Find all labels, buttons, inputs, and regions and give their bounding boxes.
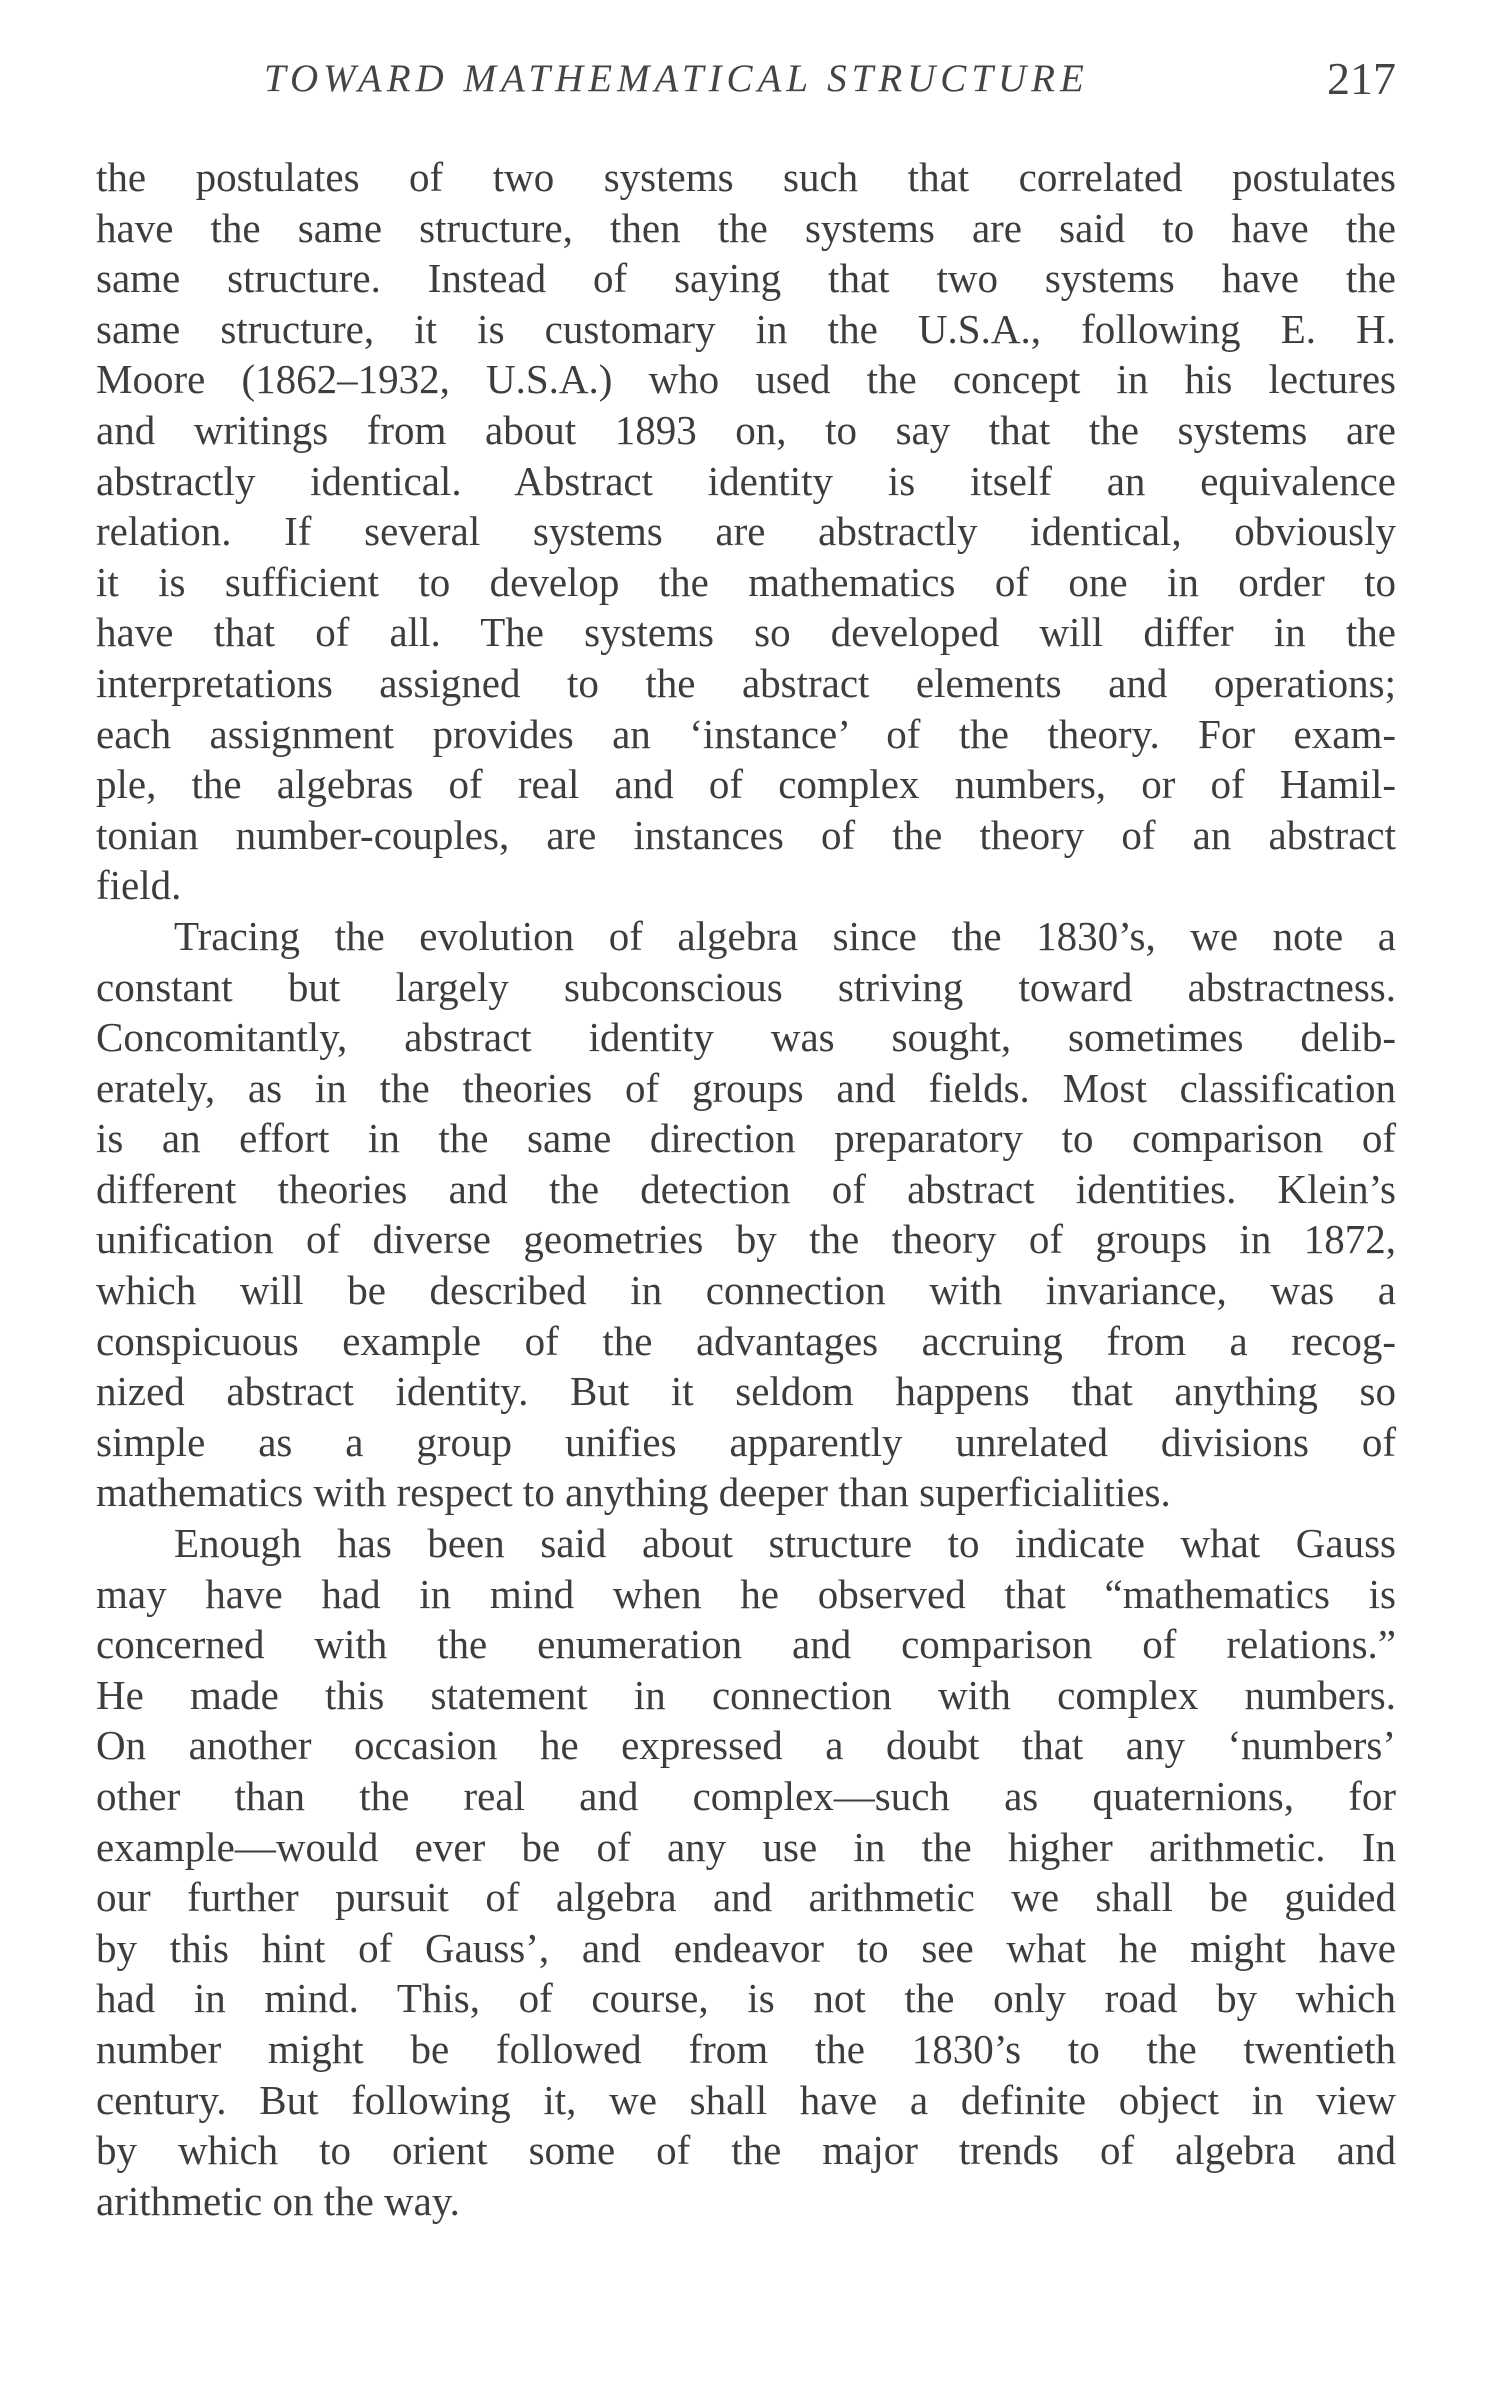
text-line: by this hint of Gauss’, and endeavor to see what he might have: [96, 1924, 1396, 1971]
page-number: 217: [1327, 53, 1396, 104]
running-head: [96, 53, 1396, 116]
text-line: concerned with the enumeration and comparison of relations.”: [96, 1621, 1396, 1668]
text-line: Enough has been said about structure to indicate what Gauss: [174, 1520, 1396, 1567]
text-line: each assignment provides an ‘instance’ of the theory. For exam-: [96, 710, 1396, 757]
text-line: century. But following it, we shall have a definite object in view: [96, 2076, 1396, 2123]
text-line: it is sufficient to develop the mathematics of one in order to: [96, 558, 1396, 605]
text-line: tonian number-couples, are instances of the theory of an abstract: [96, 811, 1396, 858]
text-line: had in mind. This, of course, is not the only road by which: [96, 1975, 1396, 2022]
text-line: nized abstract identity. But it seldom happens that anything so: [96, 1368, 1396, 1415]
text-line: have the same structure, then the systems are said to have the: [96, 204, 1396, 251]
text-line: interpretations assigned to the abstract elements and operations;: [96, 659, 1396, 706]
paragraph: [96, 1518, 1396, 2226]
text-line: may have had in mind when he observed that “mathematics is: [96, 1570, 1396, 1617]
text-line: arithmetic on the way.: [96, 2177, 460, 2224]
text-line: Tracing the evolution of algebra since the 1830’s, we note a: [174, 912, 1396, 959]
text-line: which will be described in connection with invariance, was a: [96, 1267, 1396, 1314]
text-line: simple as a group unifies apparently unrelated divisions of: [96, 1418, 1396, 1465]
paragraph: [96, 911, 1396, 1518]
text-line: the postulates of two systems such that correlated postulates: [96, 154, 1396, 200]
text-line: our further pursuit of algebra and arithmetic we shall be guided: [96, 1874, 1396, 1921]
text-line: example—would ever be of any use in the higher arithmetic. In: [96, 1823, 1396, 1870]
text-line: erately, as in the theories of groups and fields. Most classification: [96, 1064, 1396, 1111]
text-line: relation. If several systems are abstractly identical, obviously: [96, 508, 1396, 555]
text-line: mathematics with respect to anything deeper than superficialities.: [96, 1469, 1171, 1516]
text-line: constant but largely subconscious striving toward abstractness.: [96, 963, 1396, 1010]
text-line: conspicuous example of the advantages accruing from a recog-: [96, 1317, 1396, 1364]
text-line: abstractly identical. Abstract identity is itself an equivalence: [96, 457, 1396, 504]
text-line: different theories and the detection of abstract identities. Klein’s: [96, 1165, 1396, 1212]
text-line: On another occasion he expressed a doubt that any ‘numbers’: [96, 1722, 1396, 1769]
text-line: unification of diverse geometries by the theory of groups in 1872,: [96, 1216, 1396, 1263]
text-line: Moore (1862–1932, U.S.A.) who used the concept in his lectures: [96, 356, 1396, 403]
text-line: number might be followed from the 1830’s to the twentieth: [96, 2025, 1396, 2072]
running-title: TOWARD MATHEMATICAL STRUCTURE: [264, 57, 1089, 100]
body-text: [96, 152, 1396, 2226]
paragraph: [96, 152, 1396, 911]
text-line: and writings from about 1893 on, to say that the systems are: [96, 406, 1396, 453]
text-line: have that of all. The systems so developed will differ in the: [96, 609, 1396, 656]
text-line: field.: [96, 862, 182, 909]
text-line: Concomitantly, abstract identity was sought, sometimes delib-: [96, 1014, 1396, 1061]
text-line: same structure. Instead of saying that two systems have the: [96, 255, 1396, 302]
text-line: is an effort in the same direction preparatory to comparison of: [96, 1115, 1396, 1162]
text-line: ple, the algebras of real and of complex numbers, or of Hamil-: [96, 761, 1396, 808]
text-line: same structure, it is customary in the U.S.A., following E. H.: [96, 305, 1396, 352]
text-line: He made this statement in connection with complex numbers.: [96, 1671, 1396, 1718]
text-line: by which to orient some of the major trends of algebra and: [96, 2127, 1396, 2174]
text-line: other than the real and complex—such as quaternions, for: [96, 1773, 1396, 1819]
